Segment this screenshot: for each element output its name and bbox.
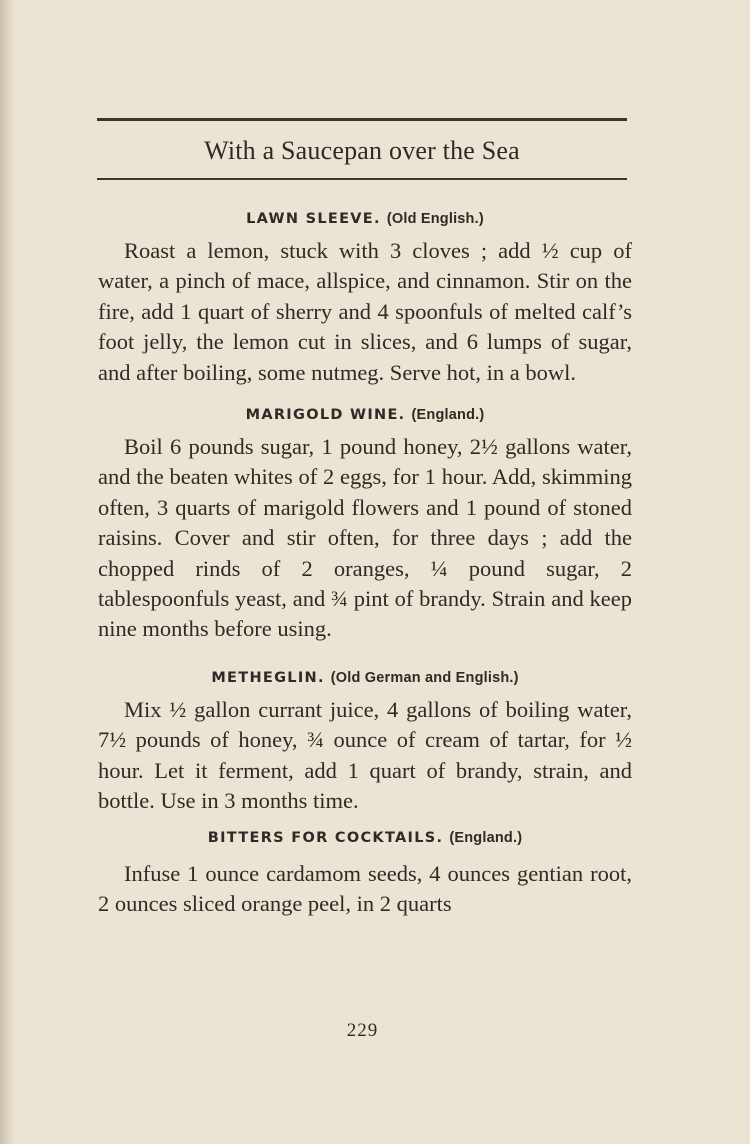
recipe-text: Mix ½ gallon currant juice, 4 gallons of boiling water, 7½ pounds of honey, ¾ ounce of cream of tartar, for ½ hour. Let it ferment, add 1 quart of brandy, strain, and bottle. Use in 3 months time.	[98, 696, 632, 814]
page-number: 229	[346, 1020, 379, 1041]
recipe-origin: (Old English.)	[386, 211, 484, 227]
recipe-metheglin	[98, 665, 632, 817]
recipe-lawn-sleeve	[98, 206, 632, 388]
recipe-text: Infuse 1 ounce cardamom seeds, 4 ounces gentian root, 2 ounces sliced orange peel, in 2 quarts	[98, 860, 632, 916]
page-content	[98, 206, 632, 919]
header-rule-top	[97, 118, 627, 121]
recipe-title	[98, 665, 632, 691]
recipe-name: BITTERS FOR COCKTAILS.	[207, 829, 444, 846]
recipe-text: Roast a lemon, stuck with 3 cloves ; add ½ cup of water, a pinch of mace, allspice, and cinnamon. Stir on the fire, add 1 quart of sherry and 4 spoonfuls of melted calf’s foot jelly, the lemon cut in slices, and 6 lumps of sugar, and after boiling, some nutmeg. Serve hot, in a bowl.	[98, 238, 632, 385]
recipe-name: MARIGOLD WINE.	[245, 407, 406, 424]
recipe-origin: (Old German and English.)	[330, 669, 519, 686]
running-head: With a Saucepan over the Sea	[204, 136, 520, 165]
recipe-origin: (England.)	[449, 829, 523, 846]
recipe-title	[98, 206, 632, 232]
recipe-origin: (England.)	[411, 407, 485, 424]
recipe-name: LAWN SLEEVE.	[246, 211, 381, 227]
recipe-marigold-wine	[98, 402, 632, 645]
recipe-title	[98, 402, 632, 428]
recipe-name: METHEGLIN.	[211, 669, 325, 686]
recipe-title	[98, 825, 632, 851]
recipe-bitters-for-cocktails	[98, 825, 632, 920]
header-rule-bottom	[97, 178, 627, 180]
recipe-text: Boil 6 pounds sugar, 1 pound honey, 2½ gallons water, and the beaten whites of 2 eggs, for 1 hour. Add, skimming often, 3 quarts of marigold flowers and 1 pound of stoned raisins. Cover and stir often, for three days ; add the chopped rinds of 2 oranges, ¼ pound sugar, 2 tablespoonfuls yeast, and ¾ pint of brandy. Strain and keep nine months before using.	[98, 434, 632, 642]
page-edge-shadow	[0, 0, 14, 1144]
